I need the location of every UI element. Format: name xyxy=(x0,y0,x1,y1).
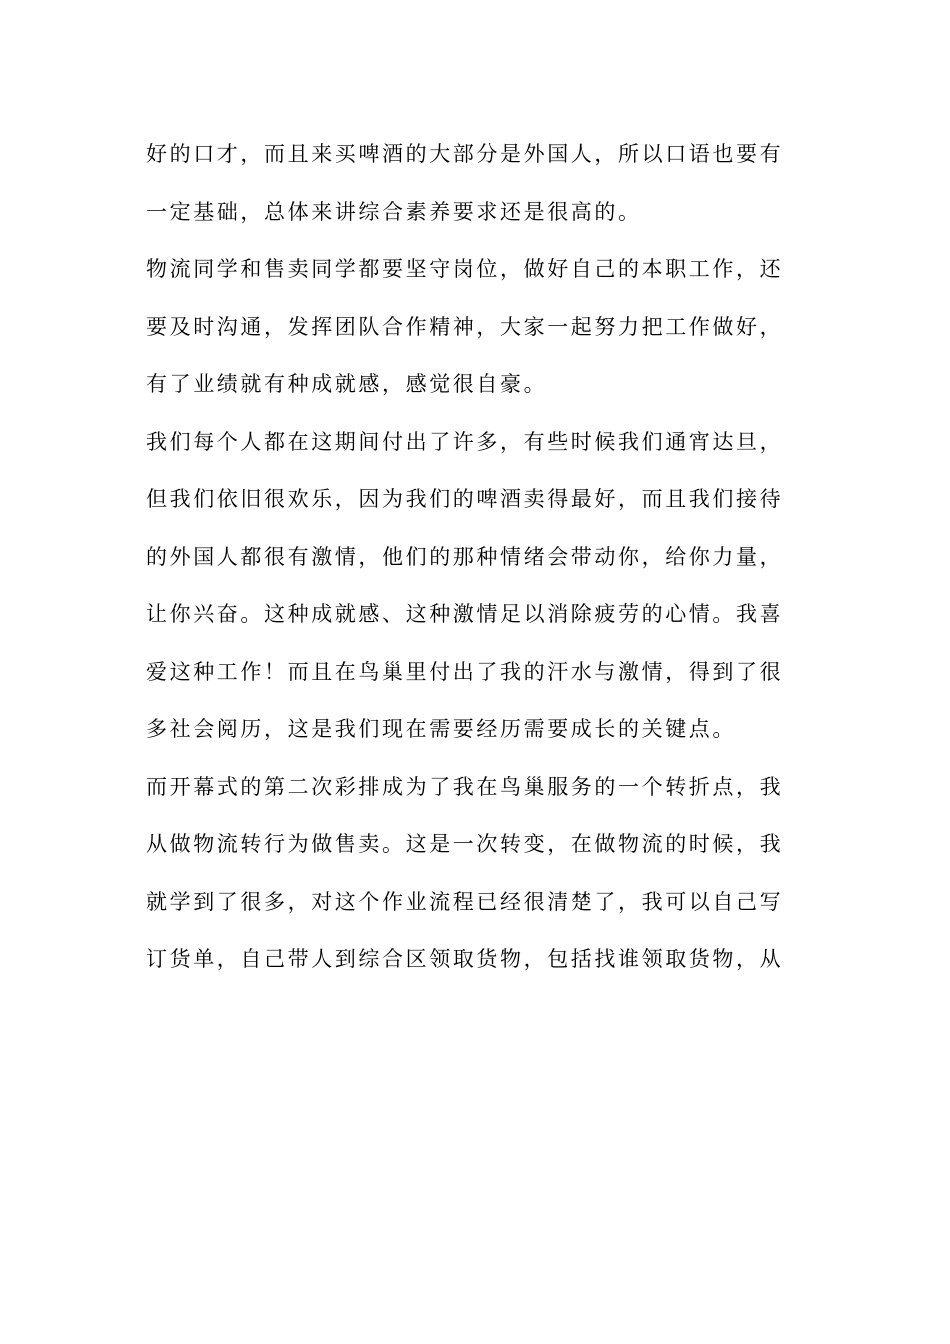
text-line: 让你兴奋。这种成就感、这种激情足以消除疲劳的心情。我喜 xyxy=(146,602,784,626)
text-line: 物流同学和售卖同学都要坚守岗位，做好自己的本职工作，还 xyxy=(146,257,784,281)
text-line: 多社会阅历，这是我们现在需要经历需要成长的关键点。 xyxy=(146,717,736,741)
text-line: 好的口才，而且来买啤酒的大部分是外国人，所以口语也要有 xyxy=(146,142,784,166)
text-line: 要及时沟通，发挥团队合作精神，大家一起努力把工作做好， xyxy=(146,314,784,339)
text-line: 但我们依旧很欢乐，因为我们的啤酒卖得最好，而且我们接待 xyxy=(146,487,784,511)
text-line: 一定基础，总体来讲综合素养要求还是很高的。 xyxy=(146,199,642,224)
text-line: 爱这种工作！而且在鸟巢里付出了我的汗水与激情，得到了很 xyxy=(146,659,784,684)
text-line: 的外国人都很有激情，他们的那种情绪会带动你，给你力量， xyxy=(146,544,784,569)
text-line: 而开幕式的第二次彩排成为了我在鸟巢服务的一个转折点，我 xyxy=(146,774,784,799)
text-line: 我们每个人都在这期间付出了许多，有些时候我们通宵达旦， xyxy=(146,429,784,454)
text-line: 订货单，自己带人到综合区领取货物，包括找谁领取货物，从 xyxy=(146,947,784,971)
text-line: 从做物流转行为做售卖。这是一次转变，在做物流的时候，我 xyxy=(146,832,784,856)
text-line: 就学到了很多，对这个作业流程已经很清楚了，我可以自己写 xyxy=(146,889,784,914)
text-line: 有了业绩就有种成就感，感觉很自豪。 xyxy=(146,372,548,396)
body-text xyxy=(146,134,816,997)
